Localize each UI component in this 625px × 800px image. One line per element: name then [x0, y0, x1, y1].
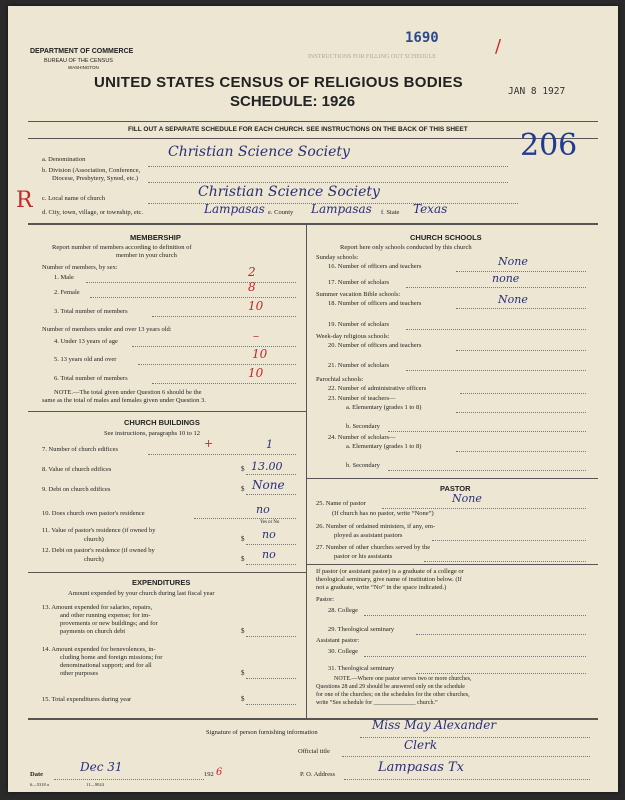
fill-line: [148, 166, 508, 167]
city-label: d. City, town, village, or township, etc.: [42, 209, 144, 216]
division-label: b. Division (Association, Conference,: [42, 167, 141, 174]
divider: [28, 138, 598, 139]
asst-pastor-label: Assistant pastor:: [316, 637, 360, 644]
fill-line: [194, 518, 296, 519]
schools-heading: CHURCH SCHOOLS: [410, 233, 482, 242]
divider: [28, 718, 598, 720]
q20-label: 20. Number of officers and teachers: [328, 342, 422, 349]
graduate-note-2: theological seminary, give name of institution below. (If: [316, 576, 462, 583]
official-title-label: Official title: [298, 748, 330, 755]
instruction-line: FILL OUT A SEPARATE SCHEDULE FOR EACH CHURCH. SEE INSTRUCTIONS ON THE BACK OF THIS SHEET: [128, 126, 468, 133]
q10-value: no: [256, 503, 270, 516]
fill-line: [360, 737, 590, 738]
fill-line: [432, 540, 586, 541]
official-title-value: Clerk: [404, 738, 438, 752]
fill-line: [364, 615, 586, 616]
q29-label: 29. Theological seminary: [328, 626, 395, 633]
q18-label: 18. Number of officers and teachers: [328, 300, 422, 307]
fill-line: [456, 271, 586, 272]
local-name-label: c. Local name of church: [42, 195, 105, 202]
fill-line: [152, 383, 296, 384]
schools-sub: Report here only schools conducted by this church: [340, 244, 472, 251]
divider: [28, 572, 306, 573]
q4-value: –: [253, 329, 259, 343]
q27-label: 27. Number of other churches served by the: [316, 544, 431, 551]
q9-label: 9. Debt on church edifices: [42, 486, 111, 493]
q25-hint: (If church has no pastor, write “None”): [332, 510, 434, 517]
divider: [28, 121, 598, 122]
q3-value: 10: [248, 299, 264, 313]
local-name-value: Christian Science Society: [198, 184, 380, 200]
red-check-mark: /: [495, 36, 502, 57]
fill-line: [246, 636, 296, 637]
q5-label: 5. 13 years old and over: [54, 356, 117, 363]
q23a-label: a. Elementary (grades 1 to 8): [346, 404, 422, 411]
divider: [306, 478, 598, 479]
stamp-number: 1690: [405, 30, 439, 46]
fill-line: [460, 393, 586, 394]
fill-line: [138, 364, 296, 365]
q14-line-3: denominational support; and for all: [60, 662, 152, 669]
q16-label: 16. Number of officers and teachers: [328, 263, 422, 270]
yes-no-hint: Yes or No: [260, 520, 280, 525]
fill-line: [246, 494, 296, 495]
form-title: UNITED STATES CENSUS OF RELIGIOUS BODIES: [94, 74, 463, 91]
fill-line: [246, 704, 296, 705]
city-label: WASHINGTON: [68, 65, 99, 70]
state-value: Texas: [413, 202, 448, 216]
q30-label: 30. College: [328, 648, 358, 655]
weekday-label: Week-day religious schools:: [316, 333, 390, 340]
expenditures-sub: Amount expended by your church during last fiscal year: [68, 590, 215, 597]
q9-value: None: [252, 478, 285, 492]
form-code: 6—5318 a: [30, 782, 49, 787]
q16-value: None: [498, 255, 528, 268]
divider: [28, 223, 598, 225]
bleed-text: INSTRUCTIONS FOR FILLING OUT SCHEDULE: [308, 54, 436, 60]
city-value: Lampasas: [204, 202, 265, 216]
q26-label-2: ployed as assistant pastors: [334, 532, 403, 539]
membership-note: NOTE.—The total given under Question 6 should be the: [54, 389, 202, 396]
county-label: e. County: [268, 209, 294, 216]
fill-line: [406, 329, 586, 330]
fill-line: [382, 508, 586, 509]
fill-line: [86, 282, 296, 283]
q31-label: 31. Theological seminary: [328, 665, 395, 672]
membership-sub: Report number of members according to definition of: [52, 244, 192, 251]
q17-value: none: [492, 272, 520, 285]
by-sex-label: Number of members, by sex:: [42, 264, 118, 271]
q7-label: 7. Number of church edifices: [42, 446, 118, 453]
date-value: Dec 31: [80, 760, 123, 774]
q15-label: 15. Total expenditures during year: [42, 696, 132, 703]
q11-label-2: church): [84, 536, 104, 543]
q11-label: 11. Value of pastor's residence (if owned by: [42, 527, 156, 534]
q23-label: 23. Number of teachers—: [328, 395, 396, 402]
fill-line: [246, 544, 296, 545]
membership-heading: MEMBERSHIP: [130, 233, 181, 242]
fill-line: [456, 412, 586, 413]
q1-value: 2: [248, 265, 256, 279]
q11-value: no: [262, 528, 276, 541]
year-digit: 6: [216, 767, 223, 778]
parochial-label: Parochial schools:: [316, 376, 364, 383]
schedule-title: SCHEDULE: 1926: [230, 93, 356, 110]
q3-label: 3. Total number of members: [54, 308, 128, 315]
membership-note-2: same as the total of males and females given under Question 3.: [42, 397, 206, 404]
bureau-label: BUREAU OF THE CENSUS: [44, 58, 113, 64]
dollar-sign: $: [241, 695, 245, 703]
q13-line-2: and other running expense; for im-: [60, 612, 151, 619]
fill-line: [416, 673, 586, 674]
fill-line: [344, 779, 590, 780]
fill-line: [246, 564, 296, 565]
divider: [28, 411, 306, 412]
sunday-label: Sunday schools:: [316, 254, 359, 261]
fill-line: [152, 316, 296, 317]
fill-line: [148, 182, 508, 183]
q8-value: 13.00: [251, 460, 283, 473]
q18-value: None: [498, 293, 528, 306]
q14-line-2: cluding home and foreign missions; for: [60, 654, 163, 661]
pastor-note-3: for one of the churches; on the schedules for the other churches,: [316, 692, 470, 698]
fill-line: [416, 634, 586, 635]
dollar-sign: $: [241, 465, 245, 473]
fill-line: [388, 431, 586, 432]
dollar-sign: $: [241, 627, 245, 635]
division-label-2: Diocese, Presbytery, Synod, etc.): [52, 175, 139, 182]
date-stamp: JAN 8 1927: [508, 86, 566, 97]
q25-value: None: [452, 492, 482, 505]
signature-label: Signature of person furnishing information: [206, 729, 318, 736]
blue-number: 206: [520, 128, 578, 163]
date-label: Date: [30, 771, 43, 778]
q13-line-3: provements or new buildings; and for: [60, 620, 158, 627]
q13-line-4: payments on church debt: [60, 628, 126, 635]
q12-label: 12. Debt on pastor's residence (if owned by: [42, 547, 155, 554]
po-address-value: Lampasas Tx: [378, 760, 465, 775]
year-prefix: 192: [204, 771, 214, 778]
state-label: f. State: [381, 209, 400, 216]
q14-line-1: 14. Amount expended for benevolences, in-: [42, 646, 156, 653]
membership-sub-2: member in your church: [116, 252, 177, 259]
q25-label: 25. Name of pastor: [316, 500, 366, 507]
fill-line: [456, 451, 586, 452]
denomination-label: a. Denomination: [42, 156, 86, 163]
q22-label: 22. Number of administrative officers: [328, 385, 427, 392]
q8-label: 8. Value of church edifices: [42, 466, 112, 473]
dept-label: DEPARTMENT OF COMMERCE: [30, 48, 134, 55]
pastor-note-4: write “See schedule for ______________ church.”: [316, 700, 438, 706]
q24a-label: a. Elementary (grades 1 to 8): [346, 443, 422, 450]
q6-label: 6. Total number of members: [54, 375, 128, 382]
q21-label: 21. Number of scholars: [328, 362, 390, 369]
fill-line: [456, 308, 586, 309]
fill-line: [406, 370, 586, 371]
graduate-note: If pastor (or assistant pastor) is a graduate of a college or: [316, 568, 464, 575]
q14-line-4: other purposes: [60, 670, 99, 677]
q23b-label: b. Secondary: [346, 423, 380, 430]
buildings-sub: See instructions, paragraphs 10 to 12: [104, 430, 201, 437]
fill-line: [424, 561, 586, 562]
q7-value: 1: [266, 438, 273, 451]
fill-line: [388, 470, 586, 471]
q1-label: 1. Male: [54, 274, 74, 281]
county-value: Lampasas: [311, 202, 372, 216]
under-over-label: Number of members under and over 13 years old:: [42, 326, 172, 333]
fill-line: [364, 656, 586, 657]
column-divider: [306, 224, 307, 719]
graduate-note-3: not a graduate, write “No” in the space indicated.): [316, 584, 447, 591]
red-mark: R: [16, 188, 33, 213]
q17-label: 17. Number of scholars: [328, 279, 390, 286]
fill-line: [148, 454, 296, 455]
q24b-label: b. Secondary: [346, 462, 380, 469]
fill-line: [406, 287, 586, 288]
buildings-heading: CHURCH BUILDINGS: [124, 418, 200, 427]
form-code-2: 11—9024: [86, 782, 104, 787]
dollar-sign: $: [241, 485, 245, 493]
pastor-heading: PASTOR: [440, 484, 471, 493]
q13-line-1: 13. Amount expended for salaries, repairs,: [42, 604, 153, 611]
q2-value: 8: [248, 280, 256, 294]
q28-label: 28. College: [328, 607, 358, 614]
q4-label: 4. Under 13 years of age: [54, 338, 118, 345]
fill-line: [456, 350, 586, 351]
q27-label-2: pastor or his assistants: [334, 553, 393, 560]
denomination-value: Christian Science Society: [168, 144, 350, 160]
q24-label: 24. Number of scholars—: [328, 434, 396, 441]
q12-value: no: [262, 548, 276, 561]
fill-line: [132, 346, 296, 347]
fill-line: [54, 779, 204, 780]
summer-label: Summer vacation Bible schools:: [316, 291, 401, 298]
dollar-sign: $: [241, 535, 245, 543]
census-schedule-paper: [8, 6, 618, 792]
po-address-label: P. O. Address: [300, 771, 336, 778]
q19-label: 19. Number of scholars: [328, 321, 390, 328]
pastor-note-1: NOTE.—Where one pastor serves two or more churches,: [334, 676, 472, 682]
divider: [306, 564, 598, 565]
signature-value: Miss May Alexander: [372, 718, 497, 732]
fill-line: [246, 474, 296, 475]
pastor-sub-label: Pastor:: [316, 596, 335, 603]
dollar-sign: $: [241, 555, 245, 563]
q2-label: 2. Female: [54, 289, 80, 296]
q12-label-2: church): [84, 556, 104, 563]
q10-label: 10. Does church own pastor's residence: [42, 510, 145, 517]
q6-value: 10: [248, 366, 264, 380]
q7-tick: +: [204, 437, 214, 450]
q5-value: 10: [252, 347, 268, 361]
fill-line: [342, 756, 590, 757]
fill-line: [90, 297, 296, 298]
pastor-note-2: Questions 28 and 29 should be answered only on the schedule: [316, 684, 465, 690]
q26-label: 26. Number of ordained ministers, if any, em-: [316, 523, 436, 530]
expenditures-heading: EXPENDITURES: [132, 578, 191, 587]
fill-line: [246, 678, 296, 679]
dollar-sign: $: [241, 669, 245, 677]
